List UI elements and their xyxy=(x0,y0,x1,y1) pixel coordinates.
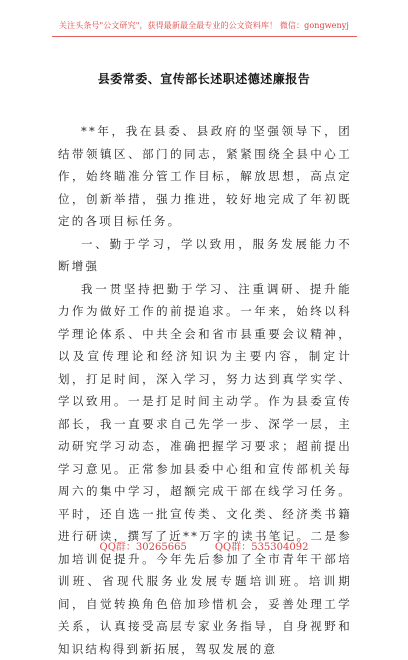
document-body xyxy=(58,120,352,660)
paragraph-intro: **年，我在县委、县政府的坚强领导下，团结带领镇区、部门的同志，紧紧围绕全县中心工作，始终瞄准分管工作目标，解放思想，高点定位，创新举措，强力推进，较好地完成了年初既定的各项目标任务。 xyxy=(58,120,352,233)
section-heading: 一、勤于学习，学以致用，服务发展能力不断增强 xyxy=(58,233,352,278)
footer-qq-group-1: QQ群：30265665 xyxy=(100,538,187,553)
document-title: 县委常委、宣传部长述职述德述廉报告 xyxy=(0,70,408,87)
footer-qq-group-2: QQ群：535304092 xyxy=(215,538,309,553)
page-footer xyxy=(0,538,408,553)
paragraph-study: 我一贯坚持把勤于学习、注重调研、提升能力作为做好工作的前提追求。一年来，始终以科学理论体系、中共全会和省市县重要会议精神，以及宣传理论和经济知识为主要内容，制定计划，打足时间，深入学习，努力达到真学实学、学以致用。一是打足时间主动学。作为县委宣传部长，我一直要求自己先学一步、深学一层，主动研究学习动态，准确把握学习要求；超前提出学习意见。正常参加县委中心组和宣传部机关每周六的集中学习，超额完成干部在线学习任务。平时，还自选一批宣传类、文化类、经济类书籍进行研读，撰写了近**万字的读书笔记。二是参加培训促提升。今年先后参加了全市青年干部培训班、省现代服务业发展专题培训班。培训期间，自觉转换角色倍加珍惜机会，妥善处理工学关系，认真接受高层专家业务指导，自身视野和知识结构得到新拓展，驾驭发展的意 xyxy=(58,278,352,660)
header-divider xyxy=(52,36,357,37)
header-notice: 关注头条号"公文研究"，获得最新最全最专业的公文资料库！ 微信：gongwenyj xyxy=(0,20,408,31)
